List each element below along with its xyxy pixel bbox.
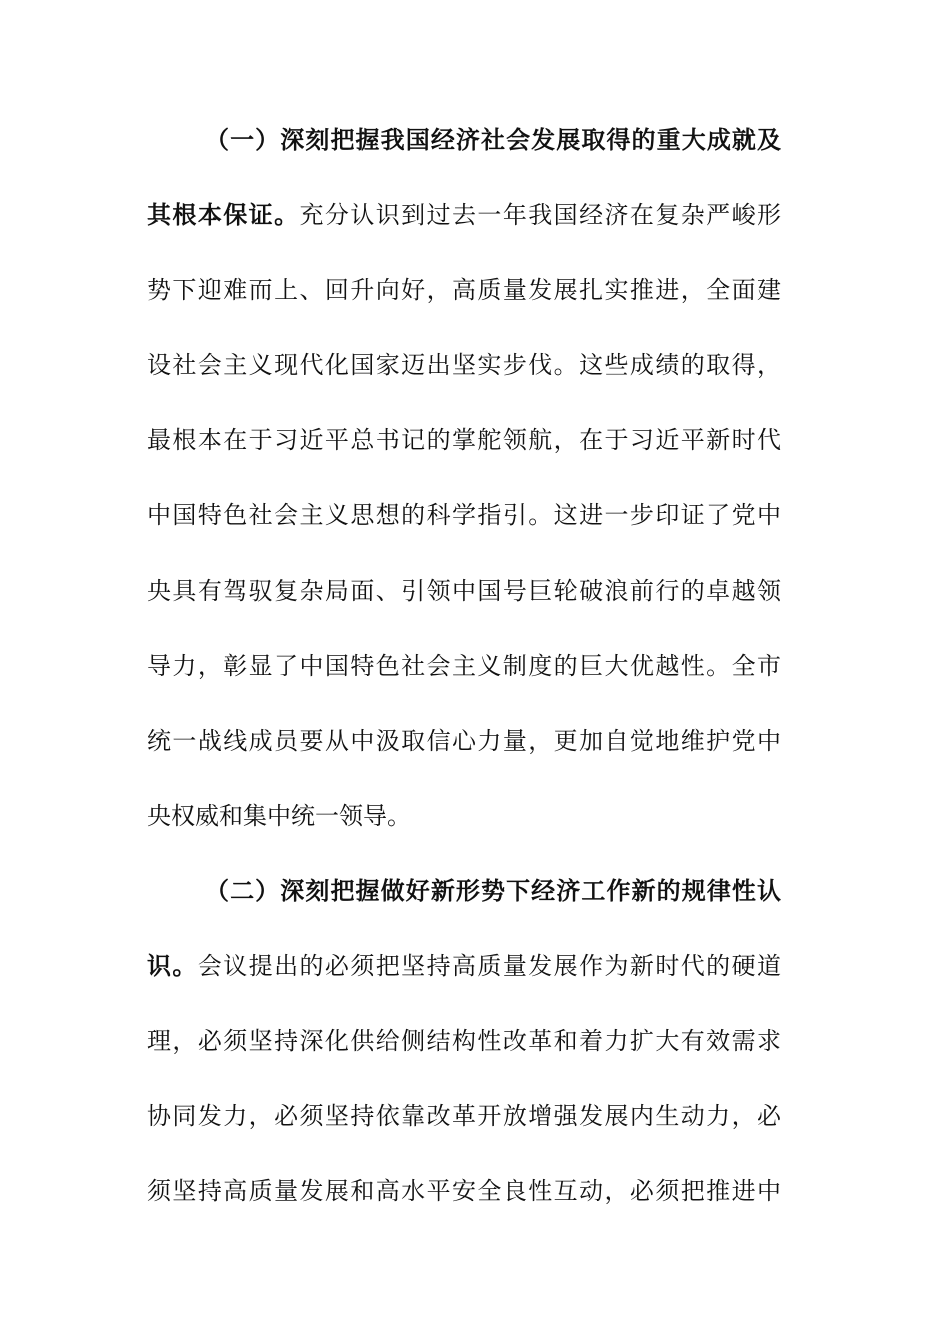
body-text: 统一战线成员要从中汲取信心力量，更加自觉地维护党中: [147, 726, 781, 755]
bold-heading: （一）深刻把握我国经济社会发展取得的重大成就及: [205, 126, 781, 154]
body-text: 须坚持高质量发展和高水平安全良性互动，必须把推进中: [147, 1177, 781, 1206]
body-text: 导力，彰显了中国特色社会主义制度的巨大优越性。全市: [147, 651, 781, 680]
body-text: 充分认识到过去一年我国经济在复杂严峻形: [299, 201, 781, 230]
text-line: [147, 1004, 781, 1079]
text-line: [147, 1079, 781, 1154]
text-line: [147, 1154, 781, 1229]
paragraph-heading-line: [147, 103, 781, 178]
bold-heading: 其根本保证。: [147, 201, 300, 230]
body-text: 中国特色社会主义思想的科学指引。这进一步印证了党中: [147, 501, 781, 530]
text-line: [147, 328, 781, 403]
body-text: 央具有驾驭复杂局面、引领中国号巨轮破浪前行的卓越领: [147, 576, 781, 605]
body-text: 最根本在于习近平总书记的掌舵领航，在于习近平新时代: [147, 426, 781, 455]
paragraph-1: [147, 103, 781, 854]
body-text: 理，必须坚持深化供给侧结构性改革和着力扩大有效需求: [147, 1027, 781, 1056]
paragraph-heading-line: [147, 854, 781, 929]
body-text: 央权威和集中统一领导。: [147, 801, 411, 830]
text-line: [147, 253, 781, 328]
body-text: 设社会主义现代化国家迈出坚实步伐。这些成绩的取得，: [147, 351, 781, 380]
text-line: [147, 478, 781, 553]
text-line: [147, 629, 781, 704]
text-line: [147, 704, 781, 779]
text-line: [147, 779, 781, 854]
text-line: [147, 403, 781, 478]
text-line: [147, 929, 781, 1004]
bold-heading: （二）深刻把握做好新形势下经济工作新的规律性认: [205, 876, 781, 905]
bold-heading: 识。: [147, 952, 198, 981]
paragraph-2: [147, 854, 781, 1229]
text-line: [147, 554, 781, 629]
body-text: 势下迎难而上、回升向好，高质量发展扎实推进，全面建: [147, 276, 781, 305]
document-page: [147, 103, 781, 1229]
body-text: 协同发力，必须坚持依靠改革开放增强发展内生动力，必: [147, 1102, 781, 1131]
text-line: [147, 178, 781, 253]
body-text: 会议提出的必须把坚持高质量发展作为新时代的硬道: [197, 952, 782, 981]
